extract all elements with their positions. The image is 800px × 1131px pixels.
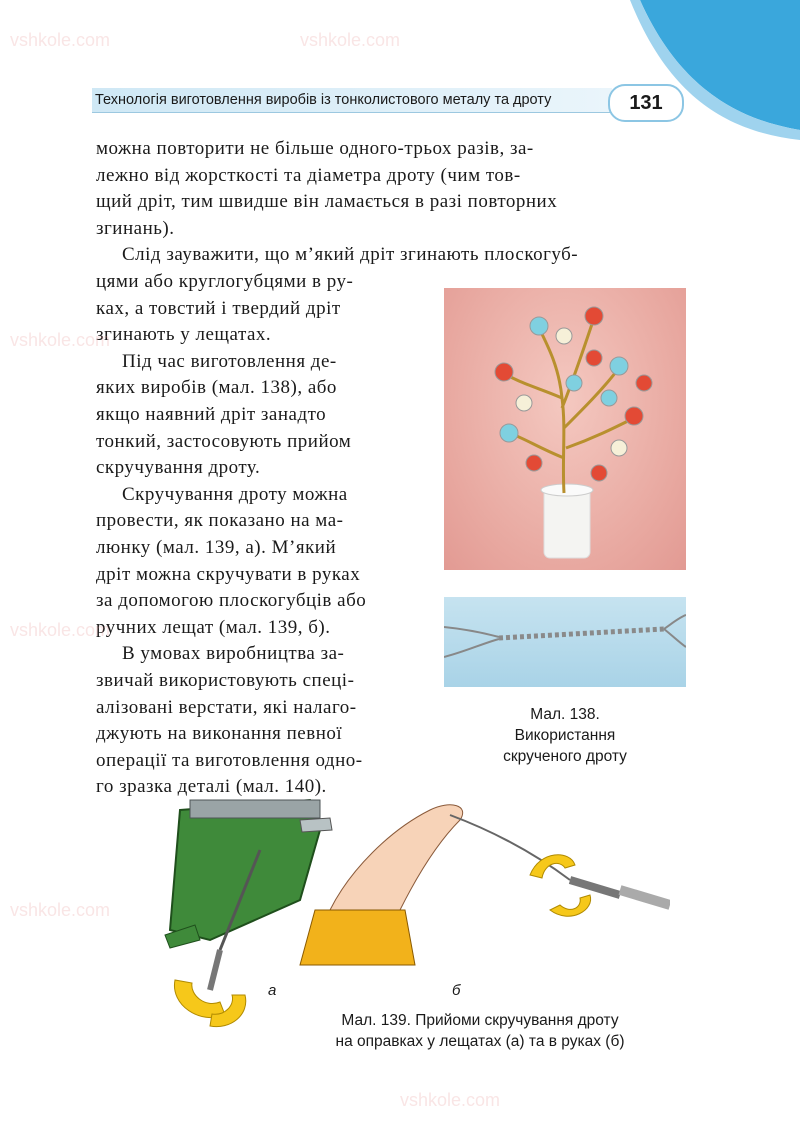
text-line: джують на виконання певної [96,723,343,745]
figure-138-caption [444,704,686,767]
paragraph-top [96,136,686,269]
text-line: якщо наявний дріт занадто [96,403,327,425]
text-line: звичай використовують спеці- [96,669,355,691]
caption-line: Використання [514,727,616,744]
watermark: vshkole.com [10,900,111,920]
figure-139-label-a: а [268,982,277,999]
text-line: згинають у лещатах. [96,324,272,346]
watermark: vshkole.com [300,30,401,50]
text-line: можна повторити не більше одного-трьох разів, за- [96,138,534,159]
watermark: vshkole.com [10,620,111,640]
text-line: Під час виготовлення де- [122,350,337,372]
text-line: люнку (мал. 139, а). М’який [96,536,337,558]
text-line: В умовах виробництва за- [122,643,345,665]
caption-line: Мал. 139. Прийоми скручування дроту [341,1012,619,1029]
caption-line: на оправках у лещатах (а) та в руках (б) [335,1033,625,1050]
caption-line: Мал. 138. [530,706,600,723]
vise-drawing [165,800,332,1027]
watermark: vshkole.com [10,330,111,350]
text-line: тонкий, застосовують прийом [96,430,352,452]
text-line: провести, як показано на ма- [96,510,344,532]
paragraph-left-column [96,269,418,801]
text-line: го зразка деталі (мал. 140). [96,776,327,798]
text-line: операції та виготовлення одно- [96,749,363,771]
running-header-title: Технологія виготовлення виробів із тонколистового металу та дроту [95,92,552,108]
page-number: 131 [608,84,684,122]
text-line: скручування дроту. [96,457,261,479]
figure-139-label-b: б [452,982,461,999]
figure-139-caption [290,1010,670,1052]
text-line: Скручування дроту можна [122,483,348,505]
photo-twisted-wire [444,597,686,687]
text-line: щий дріт, тим швидше він ламається в разі повторних [96,191,558,213]
text-line: згинань). [96,217,175,239]
hand-drawing [300,805,670,965]
text-line: ручних лещат (мал. 139, б). [96,616,331,638]
text-line: яких виробів (мал. 138), або [96,377,337,399]
text-line: дріт можна скручувати в руках [96,563,361,585]
text-line: цями або круглогубцями в ру- [96,271,354,292]
photo-button-tree [444,288,686,570]
watermark: vshkole.com [10,30,111,50]
caption-line: скрученого дроту [503,748,627,765]
text-line: Слід зауважити, що м’який дріт згинають плоскогуб- [122,244,579,266]
text-line: ках, а товстий і твердий дріт [96,297,341,319]
text-line: алізовані верстати, які налаго- [96,696,357,718]
corner-decoration [620,0,800,150]
watermark: vshkole.com [400,1090,501,1110]
text-line: лежно від жорсткості та діаметра дроту (чим тов- [96,164,521,186]
text-line: за допомогою плоскогубців або [96,590,367,612]
